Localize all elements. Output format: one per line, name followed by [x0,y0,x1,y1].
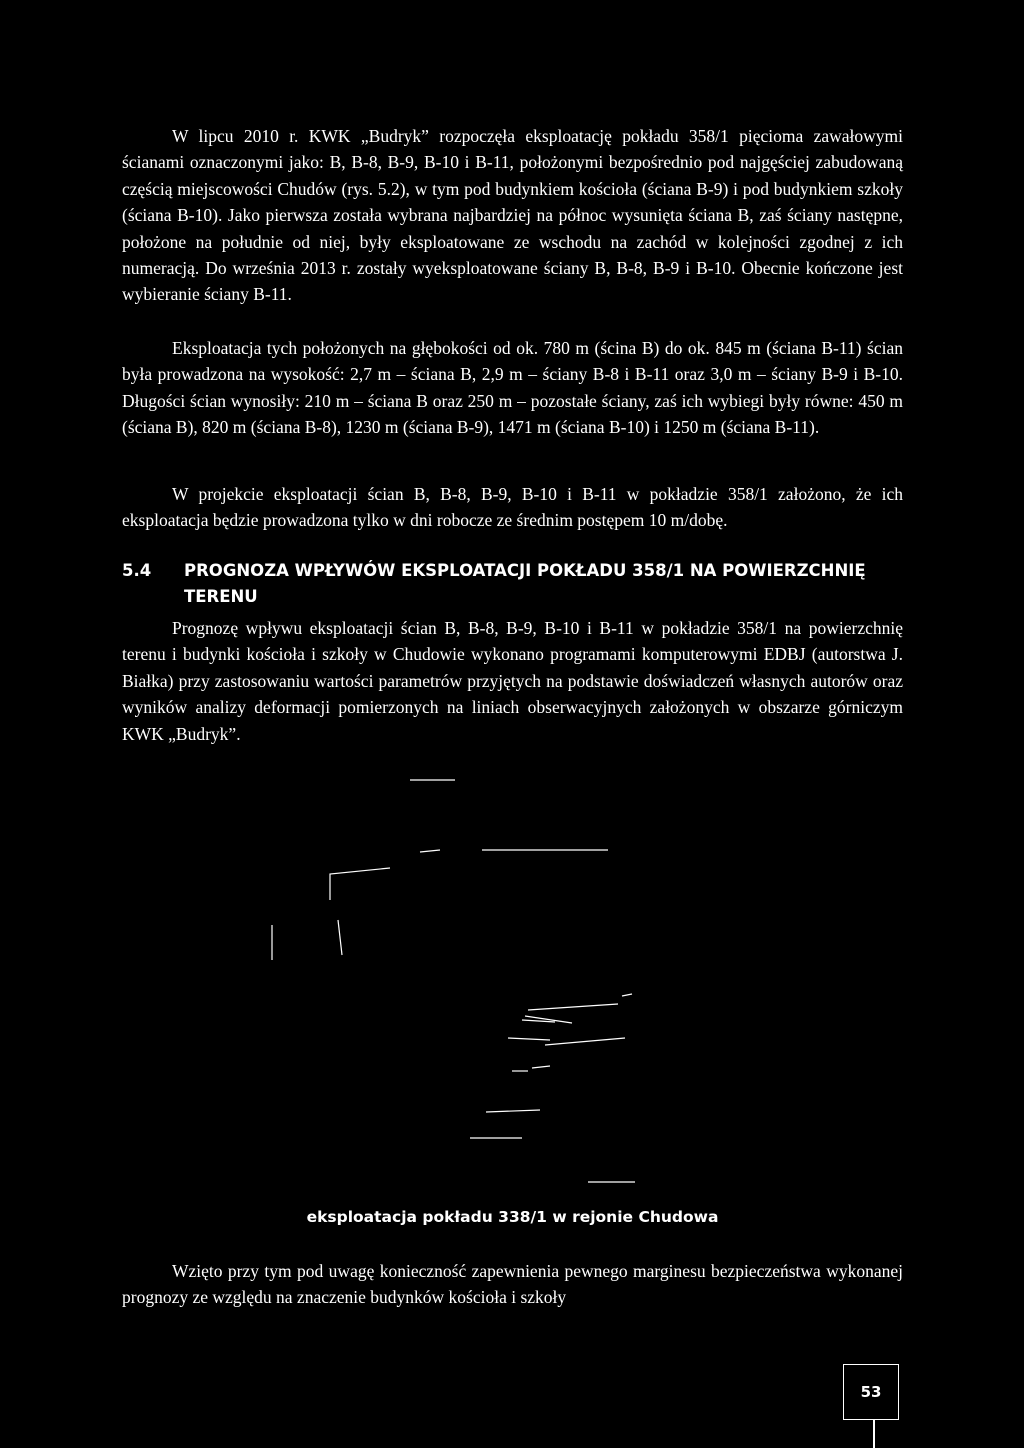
paragraph-5: Wzięto przy tym pod uwagę konieczność zapewnienia pewnego marginesu bezpieczeństwa wykonanej prognozy ze względu na znaczenie budynków kościoła i szkoły [122,1261,903,1308]
figure-line [420,850,440,852]
section-heading [122,558,912,610]
figure-line [545,1038,625,1045]
paragraph-4: Prognozę wpływu eksploatacji ścian B, B-8, B-9, B-10 i B-11 w pokładzie 358/1 na powierzchnię terenu i budynki kościoła i szkoły w Chudowie wykonano programami komputerowymi EDBJ (autorstwa J. Białka) przy zastosowaniu wartości parametrów przyjętych na podstawie doświadczeń własnych autorów oraz wyników analizy deformacji pomierzonych na liniach obserwacyjnych założonych w obszarze górniczym KWK „Budryk”. [122,618,903,744]
paragraph-3: W projekcie eksploatacji ścian B, B-8, B-9, B-10 i B-11 w pokładzie 358/1 założono, że ich eksploatacja będzie prowadzona tylko w dni robocze ze średnim postępem 10 m/dobę. [122,484,903,531]
figure-fragment [250,770,690,1190]
paragraph-2: Eksploatacja tych położonych na głębokości od ok. 780 m (ścina B) do ok. 845 m (ściana B-11) ścian była prowadzona na wysokość: 2,7 m – ściana B, 2,9 m – ściany B-8 i B-11 oraz 3,0 m – ściany B-9 i B-10. Długości ścian wynosiły: 210 m – ściana B oraz 250 m – pozostałe ściany, zaś ich wybiegi były równe: 450 m (ściana B), 820 m (ściana B-8), 1230 m (ściana B-9), 1471 m (ściana B-10) i 1250 m (ściana B-11). [122,338,903,438]
page-number-box [843,1364,899,1420]
page-number: 53 [860,1383,882,1401]
section-title-line2: TERENU [184,587,258,606]
figure-line [622,994,632,996]
section-number: 5.4 [122,561,152,580]
page-number-stem [873,1420,875,1448]
section-title-line1: PROGNOZA WPŁYWÓW EKSPLOATACJI POKŁADU 358/1 NA POWIERZCHNIĘ [184,561,866,580]
figure-line [330,868,390,900]
figure-caption: eksploatacja pokładu 338/1 w rejonie Chudowa [306,1208,719,1226]
figure-line [532,1066,550,1068]
figure-line [528,1004,618,1010]
figure-line [486,1110,540,1112]
figure-line [508,1038,550,1040]
paragraph-1: W lipcu 2010 r. KWK „Budryk” rozpoczęła eksploatację pokładu 358/1 pięcioma zawałowymi ścianami oznaczonymi jako: B, B-8, B-9, B-10 i B-11, położonymi bezpośrednio pod najgęściej zabudowaną częścią miejscowości Chudów (rys. 5.2), w tym pod budynkiem kościoła (ściana B-9) i pod budynkiem szkoły (ściana B-10). Jako pierwsza została wybrana najbardziej na północ wysunięta ściana B, zaś ściany następne, położone na południe od niej, były eksploatowane ze wschodu na zachód w kolejności zgodnej z ich numeracją. Do września 2013 r. zostały wyeksploatowane ściany B, B-8, B-9 i B-10. Obecnie kończone jest wybieranie ściany B-11. [122,126,903,305]
figure-line [338,920,342,955]
